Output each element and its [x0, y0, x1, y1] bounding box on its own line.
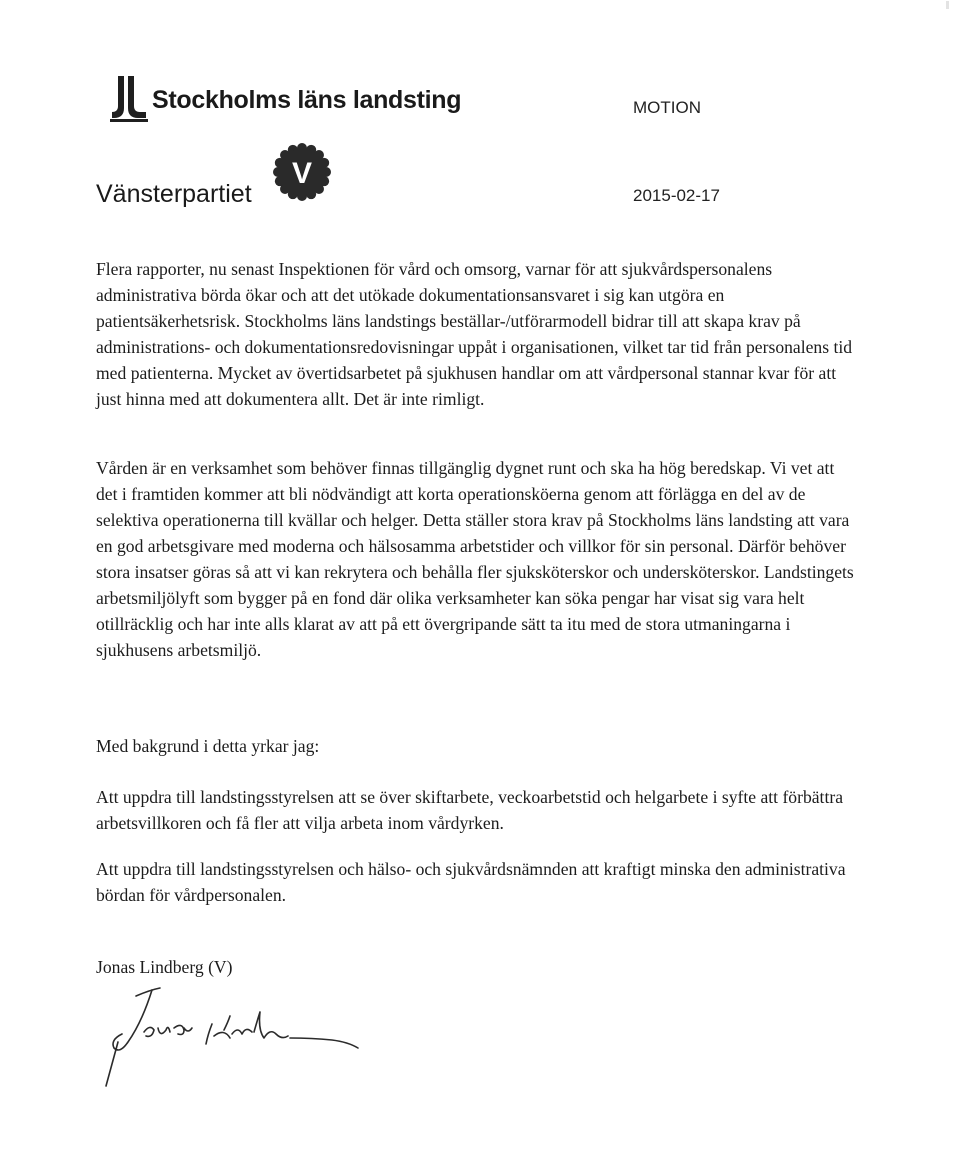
motion-claim-1: Att uppdra till landstingsstyrelsen att se över skiftarbete, veckoarbetstid och helgarbete i syfte att förbättra arbetsvillkoren och få fler att vilja arbeta inom vårdyrken. [96, 787, 844, 833]
handwritten-signature [92, 982, 372, 1092]
motion-intro: Med bakgrund i detta yrkar jag: [96, 736, 320, 756]
body-paragraph-2: Vården är en verksamhet som behöver finnas tillgänglig dygnet runt och ska ha hög beredskap. Vi vet att det i framtiden kommer att bli nödvändigt att korta operationsköerna genom att förlägga en del av de selektiva operationerna till kvällar och helger. Detta ställer stora krav på Stockholms läns landsting att vara en god arbetsgivare med moderna och hälsosamma arbetstider och villkor för sin personal. Därför behöver stora insatser göras så att vi kan rekrytera och behålla fler sjuksköterskor och undersköterskor. Landstingets arbetsmiljölyft som bygger på en fond där olika verksamheter kan söka pengar har visat sig vara helt otillräcklig och har inte alls klarat av att på ett övergripande sätt ta itu med de stora utmaningarna i sjukhusens arbetsmiljö. [96, 458, 854, 660]
document-type: MOTION [633, 98, 701, 117]
party-badge-letter: V [291, 157, 313, 190]
scan-mark [946, 1, 949, 9]
sll-logo-icon [110, 72, 150, 124]
motion-claim-2: Att uppdra till landstingsstyrelsen och hälso- och sjukvårdsnämnden att kraftigt minska den administrativa bördan för vårdpersonalen. [96, 859, 846, 905]
organization-name: Stockholms läns landsting [152, 86, 462, 114]
author-name: Jonas Lindberg (V) [96, 957, 233, 977]
document-date: 2015-02-17 [633, 186, 720, 205]
body-paragraph-1: Flera rapporter, nu senast Inspektionen för vård och omsorg, varnar för att sjukvårdspersonalens administrativa börda ökar och att det utökade dokumentationsansvaret i sig kan utgöra en patientsäkerhetsrisk. Stockholms läns landstings beställar-/utförarmodell bidrar till att skapa krav på administrations- och dokumentationsredovisningar uppåt i organisationen, vilket tar tid från personalens tid med patienterna. Mycket av övertidsarbetet på sjukhusen handlar om att vårdpersonal stannar kvar för att just hinna med att dokumentera allt. Det är inte rimligt. [96, 259, 853, 409]
party-name: Vänsterpartiet [96, 180, 252, 208]
vansterpartiet-badge-icon [272, 141, 332, 203]
